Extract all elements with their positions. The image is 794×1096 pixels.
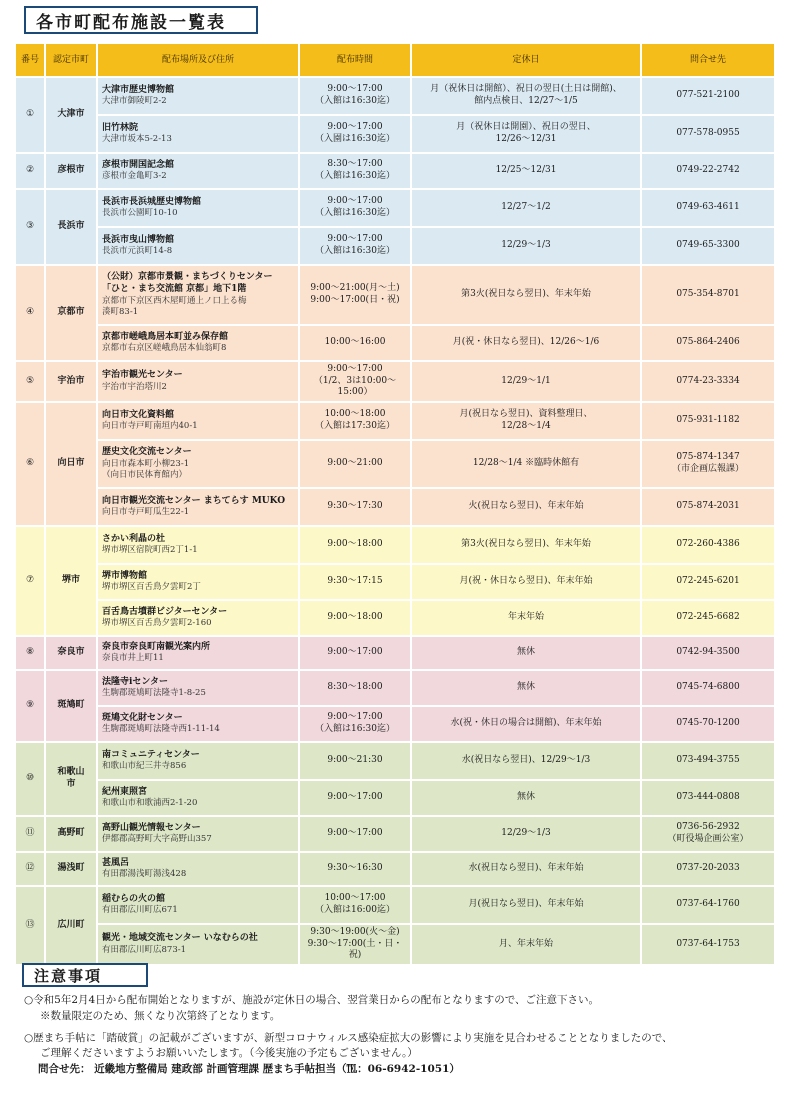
facility-name: 大津市歴史博物館 bbox=[102, 84, 175, 95]
facility-address: 向日市寺戸町瓜生22-1 bbox=[102, 507, 190, 518]
row-city bbox=[46, 362, 96, 401]
hours-cell bbox=[300, 190, 410, 226]
note-line-1: ○令和5年2月4日から配布開始となりますが、施設が定休日の場合、翌営業日からの配布となりますので、ご注意下さい。 bbox=[24, 994, 599, 1006]
hours-cell bbox=[300, 116, 410, 152]
facility-name: 観光・地域交流センター いなむらの社 bbox=[102, 933, 258, 944]
closed-days-cell-text: 第3火(祝日なら翌日)、年末年始 bbox=[461, 539, 591, 550]
hours-cell bbox=[300, 637, 410, 669]
hours-cell-text: 9:00～17:00 bbox=[327, 792, 383, 803]
closed-days-cell-text: 月(祝日なら翌日)、資料整理日、 12/28～1/4 bbox=[459, 409, 593, 432]
table-row bbox=[16, 78, 774, 114]
hours-cell bbox=[300, 853, 410, 885]
closed-days-cell-text: 年末年始 bbox=[507, 612, 544, 623]
hours-cell-text: 9:00～21:30 bbox=[327, 755, 383, 766]
table-row bbox=[16, 116, 774, 152]
hours-cell-text: 9:00～17:00 （入館は16:30迄） bbox=[315, 84, 395, 106]
hours-cell-text: 9:00～17:00 （入館は16:30迄） bbox=[315, 196, 395, 218]
phone-cell-text: 077-521-2100 bbox=[676, 90, 740, 101]
row-number-text: ⑨ bbox=[25, 700, 35, 711]
facility-cell bbox=[98, 266, 298, 324]
closed-days-cell bbox=[412, 228, 640, 264]
closed-days-cell bbox=[412, 925, 640, 964]
phone-cell bbox=[642, 743, 774, 779]
phone-cell bbox=[642, 853, 774, 885]
hours-cell-text: 9:00～21:00 bbox=[327, 458, 383, 469]
facility-address: 向日市森本町小柳23-1 （向日市民体育館内） bbox=[102, 458, 190, 480]
facility-address: 有田郡湯浅町湯浅428 bbox=[102, 869, 187, 880]
closed-days-cell-text: 火(祝日なら翌日)、年末年始 bbox=[468, 501, 584, 512]
closed-days-cell-text: 水(祝日なら翌日)、12/29～1/3 bbox=[461, 755, 591, 766]
row-number-text: ⑤ bbox=[25, 375, 35, 386]
facility-address: 大津市御陵町2-2 bbox=[102, 96, 167, 107]
hours-cell bbox=[300, 266, 410, 324]
facility-name: 南コミュニティセンター bbox=[102, 749, 200, 760]
phone-cell-text: 0737-64-1753 bbox=[676, 938, 740, 949]
hours-cell-text: 10:00～18:00 （入館は17:30迄） bbox=[315, 409, 395, 432]
closed-days-cell bbox=[412, 743, 640, 779]
hours-cell bbox=[300, 403, 410, 439]
hours-cell bbox=[300, 743, 410, 779]
facility-name: 向日市観光交流センター まちてらす MUKO bbox=[102, 495, 286, 506]
row-number-text: ⑧ bbox=[25, 647, 35, 658]
row-number bbox=[16, 671, 44, 741]
facility-address: 宇治市宇治塔川2 bbox=[102, 381, 167, 392]
phone-cell-text: 0749-63-4611 bbox=[676, 202, 740, 213]
hours-cell-text: 9:00～17:00 bbox=[327, 828, 383, 839]
closed-days-cell bbox=[412, 781, 640, 815]
row-number bbox=[16, 403, 44, 525]
table-row bbox=[16, 601, 774, 635]
row-number-text: ④ bbox=[25, 307, 35, 318]
hours-cell bbox=[300, 887, 410, 923]
phone-cell-text: 075-864-2406 bbox=[676, 337, 740, 348]
table-row bbox=[16, 489, 774, 525]
notice-title: 注意事項 bbox=[22, 963, 148, 987]
facility-cell bbox=[98, 817, 298, 851]
hours-cell bbox=[300, 707, 410, 741]
row-city bbox=[46, 853, 96, 885]
table-row bbox=[16, 326, 774, 360]
closed-days-cell-text: 月(祝日なら翌日)、年末年始 bbox=[468, 899, 584, 910]
phone-cell bbox=[642, 781, 774, 815]
closed-days-cell bbox=[412, 707, 640, 741]
facility-address: 生駒郡斑鳩町法隆寺西1-11-14 bbox=[102, 724, 220, 735]
closed-days-cell-text: 12/27～1/2 bbox=[501, 202, 551, 213]
closed-days-cell-text: 無休 bbox=[516, 647, 535, 658]
hours-cell-text: 9:00～17:00 （入園は16:30迄） bbox=[315, 122, 395, 144]
table-row bbox=[16, 887, 774, 923]
facility-name: （公財）京都市景観・まちづくりセンター 「ひと・まち交流館 京都」地下1階 bbox=[102, 272, 273, 294]
row-number bbox=[16, 362, 44, 401]
row-city-text: 広川町 bbox=[57, 919, 85, 930]
hours-cell bbox=[300, 527, 410, 563]
closed-days-cell-text: 月（祝休日は開園）、祝日の翌日、 12/26～12/31 bbox=[456, 122, 596, 144]
row-city bbox=[46, 817, 96, 851]
phone-cell-text: 075-354-8701 bbox=[676, 289, 740, 300]
hours-cell-text: 8:30～18:00 bbox=[327, 682, 383, 693]
row-number-text: ⑬ bbox=[25, 919, 35, 930]
phone-cell-text: 072-260-4386 bbox=[676, 539, 740, 550]
facility-name: 京都市嵯峨鳥居本町並み保存館 bbox=[102, 331, 229, 342]
hours-cell-text: 9:30～19:00(火～金) 9:30～17:00(土・日・祝) bbox=[307, 927, 403, 961]
facility-cell bbox=[98, 403, 298, 439]
row-city-text: 京都市 bbox=[57, 307, 85, 318]
phone-cell bbox=[642, 403, 774, 439]
facility-name: 高野山観光情報センター bbox=[102, 822, 201, 833]
hours-cell bbox=[300, 817, 410, 851]
closed-days-cell bbox=[412, 78, 640, 114]
phone-cell-text: 072-245-6201 bbox=[676, 576, 740, 587]
phone-cell-text: 0737-64-1760 bbox=[676, 899, 740, 910]
phone-cell-text: 0749-65-3300 bbox=[676, 240, 740, 251]
facility-name: 紀州東照宮 bbox=[102, 786, 148, 797]
phone-cell bbox=[642, 565, 774, 599]
hours-cell bbox=[300, 671, 410, 705]
closed-days-cell-text: 無休 bbox=[516, 682, 535, 693]
hours-cell bbox=[300, 154, 410, 188]
hours-cell-text: 9:00～17:00 （入館は16:30迄） bbox=[315, 712, 395, 735]
facility-name: 向日市文化資料館 bbox=[102, 409, 175, 420]
header-city: 認定市町 bbox=[46, 44, 96, 76]
hours-cell bbox=[300, 601, 410, 635]
phone-cell bbox=[642, 817, 774, 851]
hours-cell-text: 9:30～17:15 bbox=[327, 576, 383, 587]
facility-address: 京都市右京区嵯峨鳥居本仙翁町8 bbox=[102, 343, 227, 354]
hours-cell-text: 9:00～18:00 bbox=[327, 612, 383, 623]
facility-address: 長浜市公園町10-10 bbox=[102, 208, 178, 219]
table-row bbox=[16, 154, 774, 188]
hours-cell bbox=[300, 565, 410, 599]
table-row bbox=[16, 817, 774, 851]
phone-cell-text: 072-245-6682 bbox=[676, 612, 740, 623]
row-number-text: ⑩ bbox=[25, 773, 35, 784]
facility-name: 長浜市曳山博物館 bbox=[102, 234, 175, 245]
facility-address: 堺市堺区百舌鳥夕雲町2丁 bbox=[102, 582, 201, 593]
facility-cell bbox=[98, 743, 298, 779]
table-row bbox=[16, 266, 774, 324]
facility-cell bbox=[98, 78, 298, 114]
facility-address: 和歌山市和歌浦西2-1-20 bbox=[102, 798, 198, 809]
facility-name: 斑鳩文化財センター bbox=[102, 712, 183, 723]
facility-name: 法隆寺iセンター bbox=[102, 676, 169, 687]
row-number bbox=[16, 637, 44, 669]
closed-days-cell-text: 月(祝・休日なら翌日)、12/26～1/6 bbox=[452, 337, 600, 348]
header-num: 番号 bbox=[16, 44, 44, 76]
table-row bbox=[16, 707, 774, 741]
phone-cell bbox=[642, 637, 774, 669]
closed-days-cell bbox=[412, 671, 640, 705]
facility-cell bbox=[98, 190, 298, 226]
row-city bbox=[46, 743, 96, 815]
table-row bbox=[16, 671, 774, 705]
facility-cell bbox=[98, 489, 298, 525]
table-row bbox=[16, 565, 774, 599]
phone-cell bbox=[642, 266, 774, 324]
row-number bbox=[16, 817, 44, 851]
facility-address: 彦根市金亀町3-2 bbox=[102, 171, 167, 182]
facility-cell bbox=[98, 925, 298, 964]
hours-cell-text: 9:00～17:00 bbox=[327, 647, 383, 658]
facility-name: 甚風呂 bbox=[102, 857, 130, 868]
table-row bbox=[16, 743, 774, 779]
closed-days-cell bbox=[412, 154, 640, 188]
hours-cell-text: 9:00～17:00 （1/2、3は10:00～15:00） bbox=[313, 364, 397, 398]
closed-days-cell bbox=[412, 326, 640, 360]
phone-cell-text: 075-931-1182 bbox=[676, 415, 740, 426]
facility-address: 伊都郡高野町大字高野山357 bbox=[102, 834, 212, 845]
facility-name: 旧竹林院 bbox=[102, 122, 139, 133]
closed-days-cell-text: 水(祝・休日の場合は開館)、年末年始 bbox=[450, 718, 602, 729]
hours-cell-text: 8:30～17:00 （入館は16:30迄） bbox=[315, 159, 395, 181]
phone-cell-text: 0736-56-2932 （町役場企画公室） bbox=[667, 822, 749, 845]
hours-cell bbox=[300, 489, 410, 525]
table-row bbox=[16, 362, 774, 401]
header-hours: 配布時間 bbox=[300, 44, 410, 76]
row-number-text: ① bbox=[25, 109, 35, 120]
phone-cell bbox=[642, 326, 774, 360]
facility-address: 堺市堺区百舌鳥夕雲町2-160 bbox=[102, 618, 212, 629]
facility-address: 有田郡広川町広671 bbox=[102, 905, 178, 916]
facility-cell bbox=[98, 441, 298, 487]
facility-cell bbox=[98, 707, 298, 741]
hours-cell-text: 9:00～17:00 （入館は16:30迄） bbox=[315, 234, 395, 256]
row-city-text: 和歌山 市 bbox=[57, 767, 85, 790]
facility-cell bbox=[98, 565, 298, 599]
row-city bbox=[46, 266, 96, 360]
phone-cell bbox=[642, 887, 774, 923]
phone-cell bbox=[642, 362, 774, 401]
phone-cell bbox=[642, 190, 774, 226]
closed-days-cell-text: 12/29～1/3 bbox=[501, 240, 551, 251]
row-number-text: ⑫ bbox=[25, 863, 35, 874]
hours-cell bbox=[300, 326, 410, 360]
hours-cell bbox=[300, 441, 410, 487]
row-city bbox=[46, 527, 96, 635]
row-number bbox=[16, 266, 44, 360]
hours-cell-text: 10:00～16:00 bbox=[324, 337, 386, 348]
row-city-text: 彦根市 bbox=[57, 165, 85, 176]
facility-address: 有田郡広川町広873-1 bbox=[102, 944, 187, 955]
facility-name: さかい利晶の杜 bbox=[102, 533, 166, 544]
phone-cell-text: 075-874-1347 （市企画広報課） bbox=[671, 452, 744, 475]
table-body bbox=[16, 78, 774, 964]
row-number-text: ⑪ bbox=[25, 828, 35, 839]
facility-address: 大津市坂本5-2-13 bbox=[102, 134, 172, 145]
phone-cell bbox=[642, 925, 774, 964]
row-city-text: 大津市 bbox=[57, 109, 85, 120]
closed-days-cell bbox=[412, 362, 640, 401]
phone-cell-text: 077-578-0955 bbox=[676, 128, 740, 139]
row-number-text: ⑥ bbox=[25, 458, 35, 469]
page-title: 各市町配布施設一覧表 bbox=[24, 6, 258, 34]
facility-name: 奈良市奈良町南観光案内所 bbox=[102, 641, 211, 652]
row-city bbox=[46, 671, 96, 741]
facility-name: 堺市博物館 bbox=[102, 570, 148, 581]
row-city bbox=[46, 637, 96, 669]
facility-name: 長浜市長浜城歴史博物館 bbox=[102, 196, 202, 207]
header-tel: 問合せ先 bbox=[642, 44, 774, 76]
closed-days-cell-text: 月（祝休日は開館）、祝日の翌日(土日は開館)、 館内点検日、12/27～1/5 bbox=[430, 84, 622, 106]
closed-days-cell bbox=[412, 441, 640, 487]
row-number bbox=[16, 154, 44, 188]
row-city bbox=[46, 78, 96, 152]
row-city-text: 斑鳩町 bbox=[57, 700, 85, 711]
closed-days-cell bbox=[412, 489, 640, 525]
row-number bbox=[16, 78, 44, 152]
facility-cell bbox=[98, 853, 298, 885]
phone-cell bbox=[642, 116, 774, 152]
row-city-text: 宇治市 bbox=[57, 375, 85, 386]
note-line-4: ご理解くださいますようお願いいたします。（今後実施の予定もございません。） bbox=[40, 1047, 418, 1060]
phone-cell bbox=[642, 228, 774, 264]
facility-name: 彦根市開国記念館 bbox=[102, 159, 175, 170]
phone-cell bbox=[642, 601, 774, 635]
facility-cell bbox=[98, 362, 298, 401]
phone-cell bbox=[642, 78, 774, 114]
table-row bbox=[16, 925, 774, 964]
row-city bbox=[46, 154, 96, 188]
contact-line: 問合せ先： 近畿地方整備局 建政部 計画管理課 歴まち手帖担当（℡：06-6942-1051） bbox=[38, 1063, 460, 1075]
row-city-text: 向日市 bbox=[57, 458, 85, 469]
closed-days-cell bbox=[412, 190, 640, 226]
closed-days-cell bbox=[412, 565, 640, 599]
closed-days-cell-text: 第3火(祝日なら翌日)、年末年始 bbox=[461, 289, 591, 300]
closed-days-cell-text: 12/25～12/31 bbox=[495, 165, 557, 176]
facility-address: 和歌山市紀三井寺856 bbox=[102, 761, 187, 772]
closed-days-cell bbox=[412, 887, 640, 923]
table-row bbox=[16, 527, 774, 563]
header-closed: 定休日 bbox=[412, 44, 640, 76]
closed-days-cell bbox=[412, 817, 640, 851]
facility-cell bbox=[98, 887, 298, 923]
facility-address: 長浜市元浜町14-8 bbox=[102, 246, 173, 257]
hours-cell bbox=[300, 925, 410, 964]
facility-address: 堺市堺区宿院町西2丁1-1 bbox=[102, 545, 198, 556]
facility-address: 京都市下京区西木屋町通上ノ口上る梅 湊町83-1 bbox=[102, 295, 247, 317]
phone-cell bbox=[642, 671, 774, 705]
row-city bbox=[46, 403, 96, 525]
table-row bbox=[16, 637, 774, 669]
closed-days-cell bbox=[412, 266, 640, 324]
note-line-2: ※数量限定のため、無くなり次第終了となります。 bbox=[40, 1009, 281, 1022]
facility-name: 宇治市観光センター bbox=[102, 370, 183, 381]
hours-cell bbox=[300, 78, 410, 114]
phone-cell bbox=[642, 441, 774, 487]
hours-cell bbox=[300, 228, 410, 264]
closed-days-cell bbox=[412, 601, 640, 635]
row-city bbox=[46, 887, 96, 964]
facility-cell bbox=[98, 601, 298, 635]
hours-cell bbox=[300, 781, 410, 815]
facility-name: 歴史文化交流センター bbox=[102, 447, 192, 458]
facility-cell bbox=[98, 781, 298, 815]
facility-table bbox=[14, 42, 776, 966]
table-row bbox=[16, 190, 774, 226]
table-row bbox=[16, 228, 774, 264]
phone-cell bbox=[642, 489, 774, 525]
phone-cell bbox=[642, 527, 774, 563]
facility-address: 生駒郡斑鳩町法隆寺1-8-25 bbox=[102, 688, 206, 699]
hours-cell-text: 9:30～16:30 bbox=[327, 863, 383, 874]
closed-days-cell-text: 無休 bbox=[516, 792, 535, 803]
closed-days-cell-text: 12/29～1/1 bbox=[501, 375, 551, 386]
closed-days-cell bbox=[412, 637, 640, 669]
phone-cell-text: 0745-74-6800 bbox=[676, 682, 740, 693]
phone-cell-text: 0742-94-3500 bbox=[676, 647, 740, 658]
facility-cell bbox=[98, 116, 298, 152]
table-row bbox=[16, 853, 774, 885]
table-row bbox=[16, 403, 774, 439]
closed-days-cell bbox=[412, 116, 640, 152]
row-city-text: 奈良市 bbox=[57, 647, 85, 658]
phone-cell-text: 0737-20-2033 bbox=[676, 863, 740, 874]
facility-cell bbox=[98, 326, 298, 360]
phone-cell-text: 073-494-3755 bbox=[676, 755, 740, 766]
phone-cell-text: 0774-23-3334 bbox=[676, 375, 740, 386]
row-number bbox=[16, 743, 44, 815]
facility-address: 向日市寺戸町南垣内40-1 bbox=[102, 421, 198, 432]
facility-cell bbox=[98, 637, 298, 669]
hours-cell-text: 9:00～21:00(月～土) 9:00～17:00(日・祝) bbox=[310, 283, 400, 305]
closed-days-cell-text: 12/28～1/4 ※臨時休館有 bbox=[472, 458, 580, 469]
table-row bbox=[16, 781, 774, 815]
row-number-text: ② bbox=[25, 165, 35, 176]
row-city-text: 高野町 bbox=[57, 828, 85, 839]
note-line-3: ○歴まち手帖に「踏破賞」の記載がございますが、新型コロナウィルス感染症拡大の影響により実施を見合わせることとなりましたので、 bbox=[24, 1031, 673, 1044]
phone-cell bbox=[642, 707, 774, 741]
closed-days-cell bbox=[412, 853, 640, 885]
facility-cell bbox=[98, 527, 298, 563]
phone-cell-text: 075-874-2031 bbox=[676, 501, 740, 512]
closed-days-cell bbox=[412, 403, 640, 439]
notes-section bbox=[24, 993, 784, 1078]
hours-cell-text: 10:00～17:00 （入館は16:00迄） bbox=[315, 893, 395, 916]
hours-cell-text: 9:00～18:00 bbox=[327, 539, 383, 550]
row-number-text: ⑦ bbox=[25, 575, 35, 586]
closed-days-cell-text: 水(祝日なら翌日)、年末年始 bbox=[468, 863, 584, 874]
row-number bbox=[16, 853, 44, 885]
facility-name: 百舌鳥古墳群ビジターセンター bbox=[102, 606, 228, 617]
facility-name: 稲むらの火の館 bbox=[102, 893, 166, 904]
row-city-text: 堺市 bbox=[61, 575, 80, 586]
phone-cell-text: 073-444-0808 bbox=[676, 792, 740, 803]
row-number bbox=[16, 190, 44, 264]
closed-days-cell-text: 月(祝・休日なら翌日)、年末年始 bbox=[459, 576, 593, 587]
phone-cell-text: 0749-22-2742 bbox=[676, 165, 740, 176]
row-number bbox=[16, 887, 44, 964]
closed-days-cell-text: 月、年末年始 bbox=[498, 938, 553, 949]
header-facility: 配布場所及び住所 bbox=[98, 44, 298, 76]
facility-cell bbox=[98, 671, 298, 705]
facility-cell bbox=[98, 154, 298, 188]
table-header-row bbox=[16, 44, 774, 76]
phone-cell-text: 0745-70-1200 bbox=[676, 718, 740, 729]
table-row bbox=[16, 441, 774, 487]
facility-address: 奈良市井上町11 bbox=[102, 653, 164, 664]
closed-days-cell-text: 12/29～1/3 bbox=[501, 828, 551, 839]
row-city bbox=[46, 190, 96, 264]
closed-days-cell bbox=[412, 527, 640, 563]
row-number bbox=[16, 527, 44, 635]
row-number-text: ③ bbox=[25, 221, 35, 232]
facility-cell bbox=[98, 228, 298, 264]
hours-cell bbox=[300, 362, 410, 401]
hours-cell-text: 9:30～17:30 bbox=[327, 501, 383, 512]
phone-cell bbox=[642, 154, 774, 188]
row-city-text: 長浜市 bbox=[57, 221, 85, 232]
row-city-text: 湯浅町 bbox=[57, 863, 85, 874]
